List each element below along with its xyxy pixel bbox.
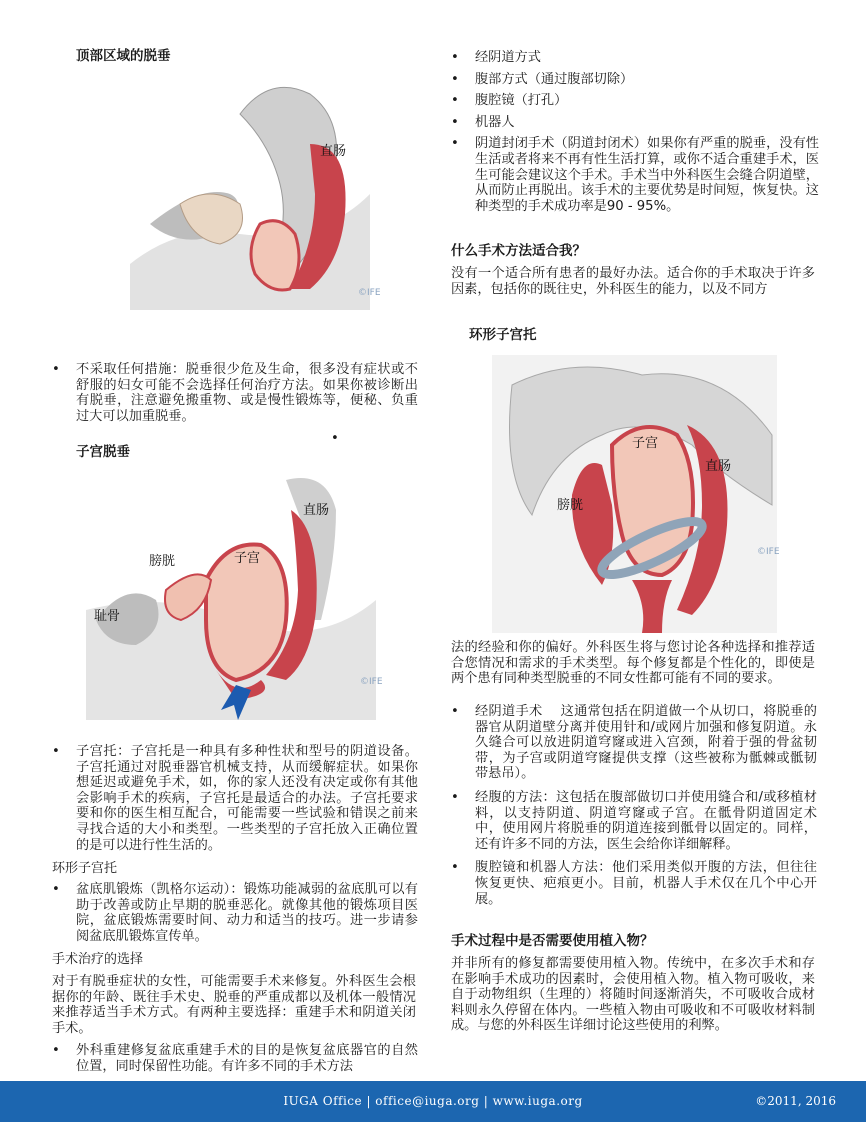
no-action-list: [50, 362, 418, 424]
bullet-kegel: • 盆底肌锻炼（凯格尔运动）：锻炼功能减弱的盆底肌可以有助于改善或防止早期的脱垂恶化。就像其他的锻炼项目医院，盆底锻炼需要时间、动力和适当的技巧。进一步请参阅盆底肌锻炼宣传单。: [50, 882, 418, 944]
para-which-cont: 法的经验和你的偏好。外科医生将与您讨论各种选择和推荐适合您情况和需求的手术类型。每个修复都是个性化的，即使是两个患有同种类型脱垂的不同女性都可能有不同的要求。: [451, 640, 815, 687]
fig2-label-rectum: 直肠: [303, 503, 330, 518]
fig3-heading: 环形子宫托: [469, 327, 537, 343]
ring-pessary-illustration: [492, 355, 780, 633]
bullet-colpocleisis: • 阴道封闭手术（阴道封闭术）如果你有严重的脱垂，没有性生活或者将来不再有性生活打算，或你不适合重建手术，医生可能会建议这个手术。手术当中外科医生会缝合阴道壁，从而防止再脱出。该手术的主要优势是时间短，恢复快。这种类型的手术成功率是90 - 95%。: [449, 136, 819, 214]
vault-prolapse-illustration: [120, 74, 380, 310]
kegel-list: [50, 882, 418, 944]
method-item-vaginal: • 经阴道手术 这通常包括在阴道做一个从切口，将脱垂的器官从阴道壁分离并使用针和/或网片加强和修复阴道。永久缝合可以放进阴道穹窿或进入宫颈，附着于强的骨盆韧带，为子宫或阴道穹窿提供支撑（这些被称为骶棘或骶韧带悬吊）。: [449, 704, 817, 782]
heading-implant: 手术过程中是否需要使用植入物？: [451, 933, 654, 949]
bullet-pessary: • 子宫托：子宫托是一种具有多种性状和型号的阴道设备。子宫托通过对脱垂器官机械支持，从而缓解症状。如果你想延迟或避免手术，如，你的家人还没有决定或你有其他会影响手术的疾病，子宫托是最适合的办法。子宫托要求要和你的医生相互配合，可能需要一些试验和错误之前来寻找合适的大小和类型。一些类型的子宫托放入正确位置的是可以进行性生活的。: [50, 744, 418, 853]
fig3-label-rectum: 直肠: [705, 459, 732, 474]
fig3-label-bladder: 膀胱: [557, 498, 584, 513]
approach-item: • 机器人: [449, 115, 819, 131]
para-implant: 并非所有的修复都需要使用植入物。传统中，在多次手术和存在影响手术成功的因素时，会使用植入物。植入物可吸收，来自于动物组织（生理的）将随时间逐渐消失，不可吸收合成材料则永久停留在体内。一些植入物由可吸收和不可吸收材料制成。与您的外科医生详细讨论这些使用的利弊。: [451, 956, 815, 1034]
fig2-label-pubic: 耻骨: [94, 609, 121, 624]
fig2-copyright: ©IFE: [360, 677, 383, 687]
fig1-heading: 顶部区域的脱垂: [76, 48, 171, 64]
footer-contact: IUGA Office | office@iuga.org | www.iuga.org: [283, 1094, 583, 1108]
fig1-copyright: ©IFE: [358, 288, 381, 298]
footer-copyright: ©2011, 2016: [755, 1094, 836, 1108]
methods-list: [449, 704, 817, 907]
fig3-copyright: ©IFE: [757, 547, 780, 557]
uterine-prolapse-illustration: [86, 470, 383, 720]
sub-ring-pessary: 环形子宫托: [52, 861, 118, 876]
bullet-no-action: • 不采取任何措施：脱垂很少危及生命，很多没有症状或不舒服的妇女可能不会选择任何治疗方法。如果你被诊断出有脱垂，注意避免搬重物、或是慢性锻炼等，便秘、负重过大可以加重脱垂。: [50, 362, 418, 424]
method-item-laparoscopic: • 腹腔镜和机器人方法：他们采用类似开腹的方法，但往往恢复更快、疤痕更小。目前，机器人手术仅在几个中心开展。: [449, 860, 817, 907]
para-surgery: 对于有脱垂症状的女性，可能需要手术来修复。外科医生会根据你的年龄、既往手术史、脱垂的严重成都以及机体一般情况来推荐适当手术方式。有两种主要选择：重建手术和阴道关闭手术。: [52, 974, 416, 1036]
fig1-label-rectum: 直肠: [320, 144, 347, 159]
fig3-label-uterus: 子宫: [632, 436, 659, 451]
approach-list: [449, 50, 819, 214]
approach-item: • 腹腔镜（打孔）: [449, 93, 819, 109]
method-item-abdominal: • 经腹的方法：这包括在腹部做切口并使用缝合和/或移植材料，以支持阴道、阴道穹窿或子宫。在骶骨阴道固定术中，使用网片将脱垂的阴道连接到骶骨以固定的。同样，还有许多不同的方法，医生会给你详细解释。: [449, 790, 817, 852]
pessary-list: [50, 744, 418, 853]
para-which-start: 没有一个适合所有患者的最好办法。适合你的手术取决于许多因素，包括你的既往史，外科医生的能力，以及不同方: [451, 266, 815, 297]
heading-which-surgery: 什么手术方法适合我？: [451, 243, 586, 259]
fig2-label-bladder: 膀胱: [149, 554, 176, 569]
sub-surgery-choice: 手术治疗的选择: [52, 952, 144, 967]
bullet-reconstruct: • 外科重建修复盆底重建手术的目的是恢复盆底器官的自然位置，同时保留性功能。有许多不同的手术方法: [50, 1043, 418, 1074]
stray-bullet: •: [331, 431, 339, 446]
fig2-label-uterus: 子宫: [234, 551, 261, 566]
footer-bar: [0, 1081, 866, 1122]
approach-item: • 经阴道方式: [449, 50, 819, 66]
fig2-heading: 子宫脱垂: [76, 444, 130, 460]
reconstruct-list: [50, 1043, 418, 1074]
approach-item: • 腹部方式（通过腹部切除）: [449, 72, 819, 88]
